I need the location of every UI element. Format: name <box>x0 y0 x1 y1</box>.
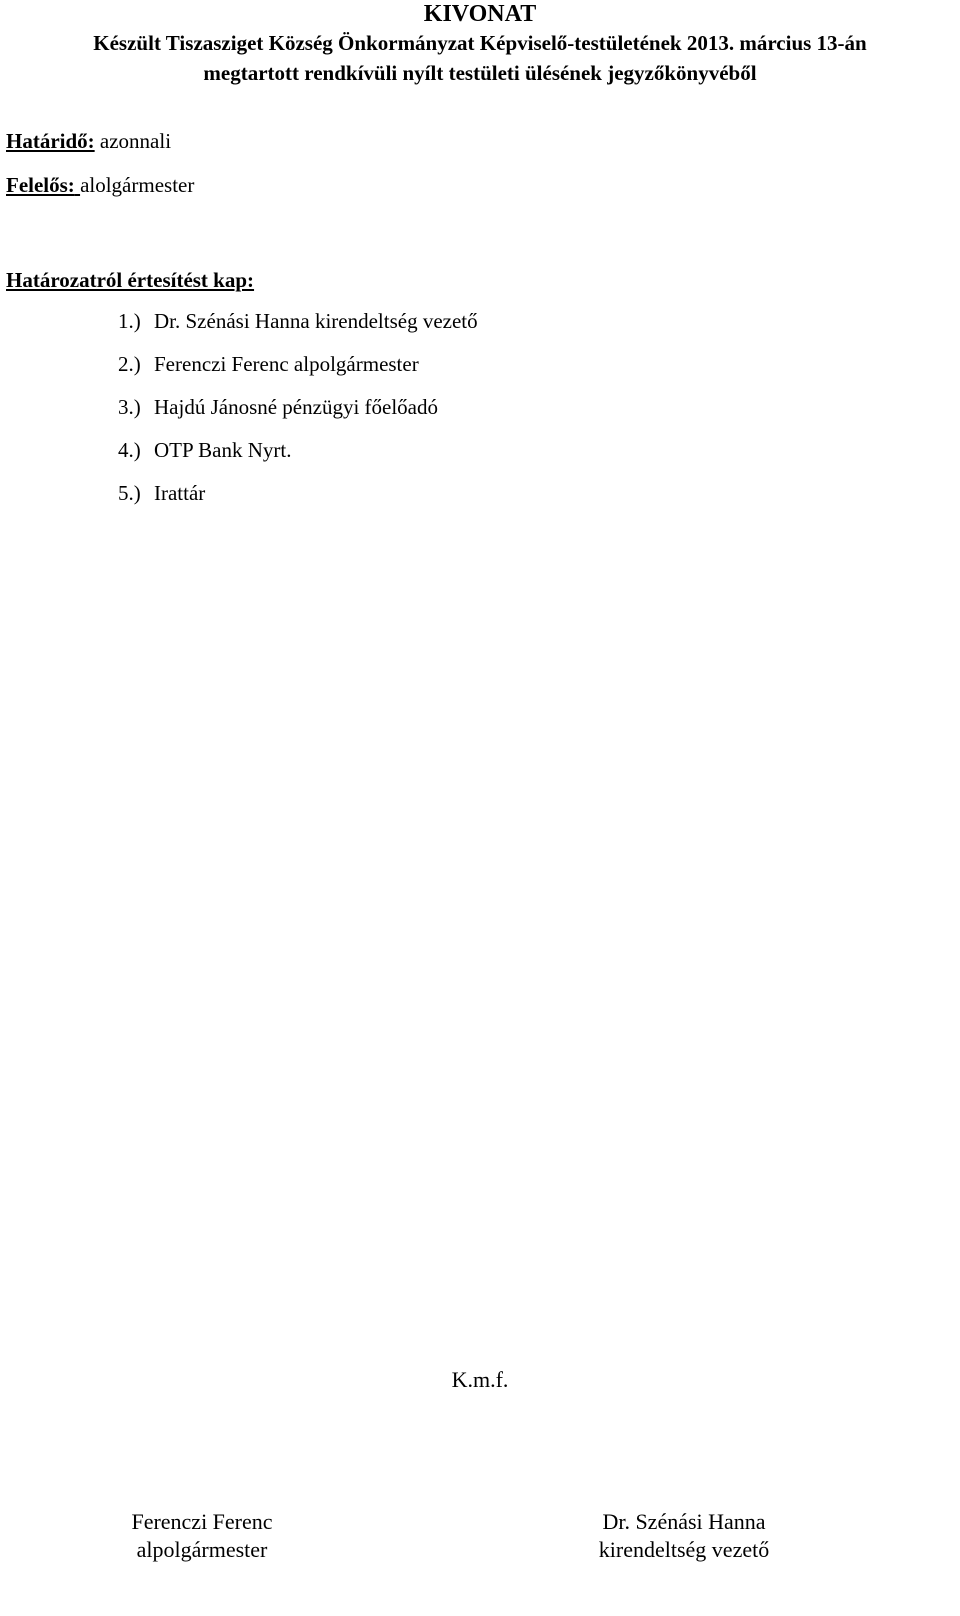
responsible-value: alolgármester <box>80 173 195 197</box>
subtitle-line-2: megtartott rendkívüli nyílt testületi ülésének jegyzőkönyvéből <box>203 61 757 85</box>
responsible-label: Felelős: <box>6 173 75 197</box>
deadline-label: Határidő: <box>6 129 95 153</box>
recipient-item <box>118 300 478 343</box>
recipient-text: Hajdú Jánosné pénzügyi főelőadó <box>154 395 439 419</box>
document-title: KIVONAT <box>423 1 537 27</box>
recipient-text: Ferenczi Ferenc alpolgármester <box>154 352 419 376</box>
recipient-text: Dr. Szénási Hanna kirendeltség vezető <box>154 309 478 333</box>
recipient-number: 1.) <box>118 309 141 333</box>
recipient-item <box>118 429 478 472</box>
signature-block-right <box>534 1508 834 1564</box>
recipient-number: 2.) <box>118 352 141 376</box>
recipient-item <box>118 386 478 429</box>
recipient-text: OTP Bank Nyrt. <box>154 438 292 462</box>
recipient-text: Irattár <box>154 481 206 505</box>
responsible-field <box>6 171 194 199</box>
recipient-number: 5.) <box>118 481 141 505</box>
recipient-item <box>118 343 478 386</box>
signatory-name: Dr. Szénási Hanna <box>602 1509 766 1534</box>
signatory-name: Ferenczi Ferenc <box>131 1509 273 1534</box>
deadline-field <box>6 127 171 155</box>
deadline-value: azonnali <box>99 129 172 153</box>
signatory-role: alpolgármester <box>136 1537 268 1562</box>
recipient-number: 4.) <box>118 438 141 462</box>
notification-heading: Határozatról értesítést kap: <box>6 268 255 292</box>
kmf-label: K.m.f. <box>451 1367 509 1392</box>
recipient-item <box>118 472 478 515</box>
signature-block-left <box>52 1508 352 1564</box>
signatory-role: kirendeltség vezető <box>598 1537 770 1562</box>
recipient-list <box>118 300 478 515</box>
subtitle-line-1: Készült Tiszasziget Község Önkormányzat Képviselő-testületének 2013. március 13-án <box>93 31 867 55</box>
document-subtitle <box>0 28 960 88</box>
recipient-number: 3.) <box>118 395 141 419</box>
